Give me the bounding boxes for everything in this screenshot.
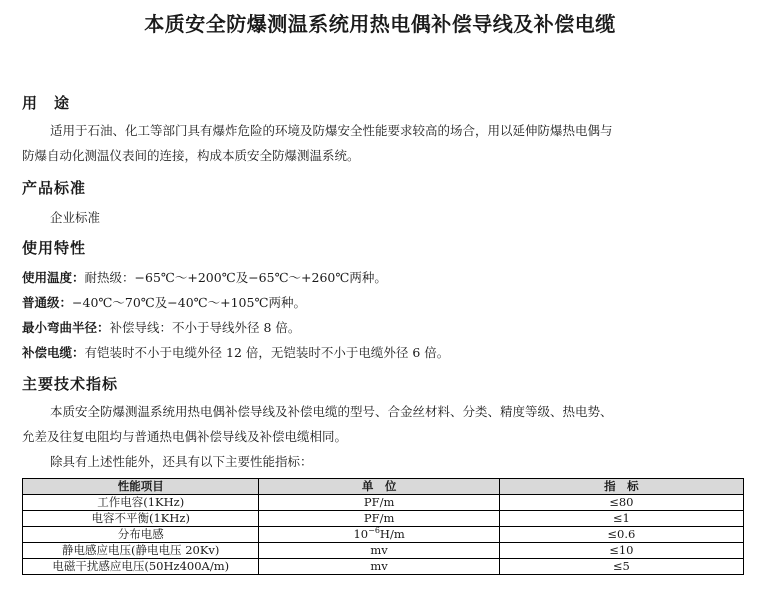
table-row <box>23 511 744 527</box>
table-cell: ≤80 <box>499 495 743 511</box>
feature-text: 耐热级：−65℃～+200℃及−65℃～+260℃两种。 <box>84 270 387 285</box>
feature-label: 最小弯曲半径： <box>22 320 110 335</box>
table-cell: mv <box>259 559 499 575</box>
table-cell: ≤1 <box>499 511 743 527</box>
feature-label: 普通级： <box>22 295 73 310</box>
table-cell-inductance-unit <box>259 527 499 543</box>
table-row <box>23 495 744 511</box>
feature-text: 补偿导线：不小于导线外径 8 倍。 <box>109 320 301 335</box>
feature-line-cable <box>22 340 449 365</box>
table-row <box>23 527 744 543</box>
specs-line-2: 允差及往复电阻均与普通热电偶补偿导线及补偿电缆相同。 <box>22 429 348 444</box>
table-header-row <box>23 479 744 495</box>
table-cell: 电容不平衡(1KHz) <box>23 511 259 527</box>
table-cell: mv <box>259 543 499 559</box>
standard-text: 企业标准 <box>50 210 101 225</box>
specs-line-1: 本质安全防爆测温系统用热电偶补偿导线及补偿电缆的型号、合金丝材料、分类、精度等级、热电势、 <box>50 404 613 419</box>
table-cell: ≤5 <box>499 559 743 575</box>
table-cell: ≤0.6 <box>499 527 743 543</box>
usage-line-1: 适用于石油、化工等部门具有爆炸危险的环境及防爆安全性能要求较高的场合，用以延伸防爆热电偶与 <box>50 123 613 138</box>
table-cell: 分布电感 <box>23 527 259 543</box>
feature-text: −40℃～70℃及−40℃～+105℃两种。 <box>72 295 306 310</box>
table-cell: 电磁干扰感应电压(50Hz400A/m) <box>23 559 259 575</box>
heading-features: 使用特性 <box>22 239 87 257</box>
heading-specs: 主要技术指标 <box>22 375 119 393</box>
heading-usage: 用 途 <box>22 94 71 112</box>
feature-text: 有铠装时不小于电缆外径 12 倍，无铠装时不小于电缆外径 6 倍。 <box>84 345 450 360</box>
table-cell: 工作电容(1KHz) <box>23 495 259 511</box>
table-row <box>23 559 744 575</box>
performance-table <box>22 478 744 575</box>
column-header: 指 标 <box>499 479 743 495</box>
feature-line-bend-radius <box>22 315 300 340</box>
document-title: 本质安全防爆测温系统用热电偶补偿导线及补偿电缆 <box>144 12 616 36</box>
unit-rest: H/m <box>379 527 405 541</box>
feature-label: 使用温度： <box>22 270 85 285</box>
heading-standard: 产品标准 <box>22 179 87 197</box>
table-cell: 静电感应电压(静电电压 20Kv) <box>23 543 259 559</box>
table-row <box>23 543 744 559</box>
usage-line-2: 防爆自动化测温仪表间的连接，构成本质安全防爆测温系统。 <box>22 148 360 163</box>
column-header: 性能项目 <box>23 479 259 495</box>
specs-line-3: 除具有上述性能外，还具有以下主要性能指标： <box>50 454 313 469</box>
feature-line-normal-grade <box>22 290 306 315</box>
unit-exponent: −6 <box>368 526 380 536</box>
table-cell: PF/m <box>259 511 499 527</box>
unit-base: 10 <box>353 527 369 541</box>
table-cell: PF/m <box>259 495 499 511</box>
column-header: 单 位 <box>259 479 499 495</box>
table-cell: ≤10 <box>499 543 743 559</box>
feature-line-temperature <box>22 265 387 290</box>
feature-label: 补偿电缆： <box>22 345 85 360</box>
